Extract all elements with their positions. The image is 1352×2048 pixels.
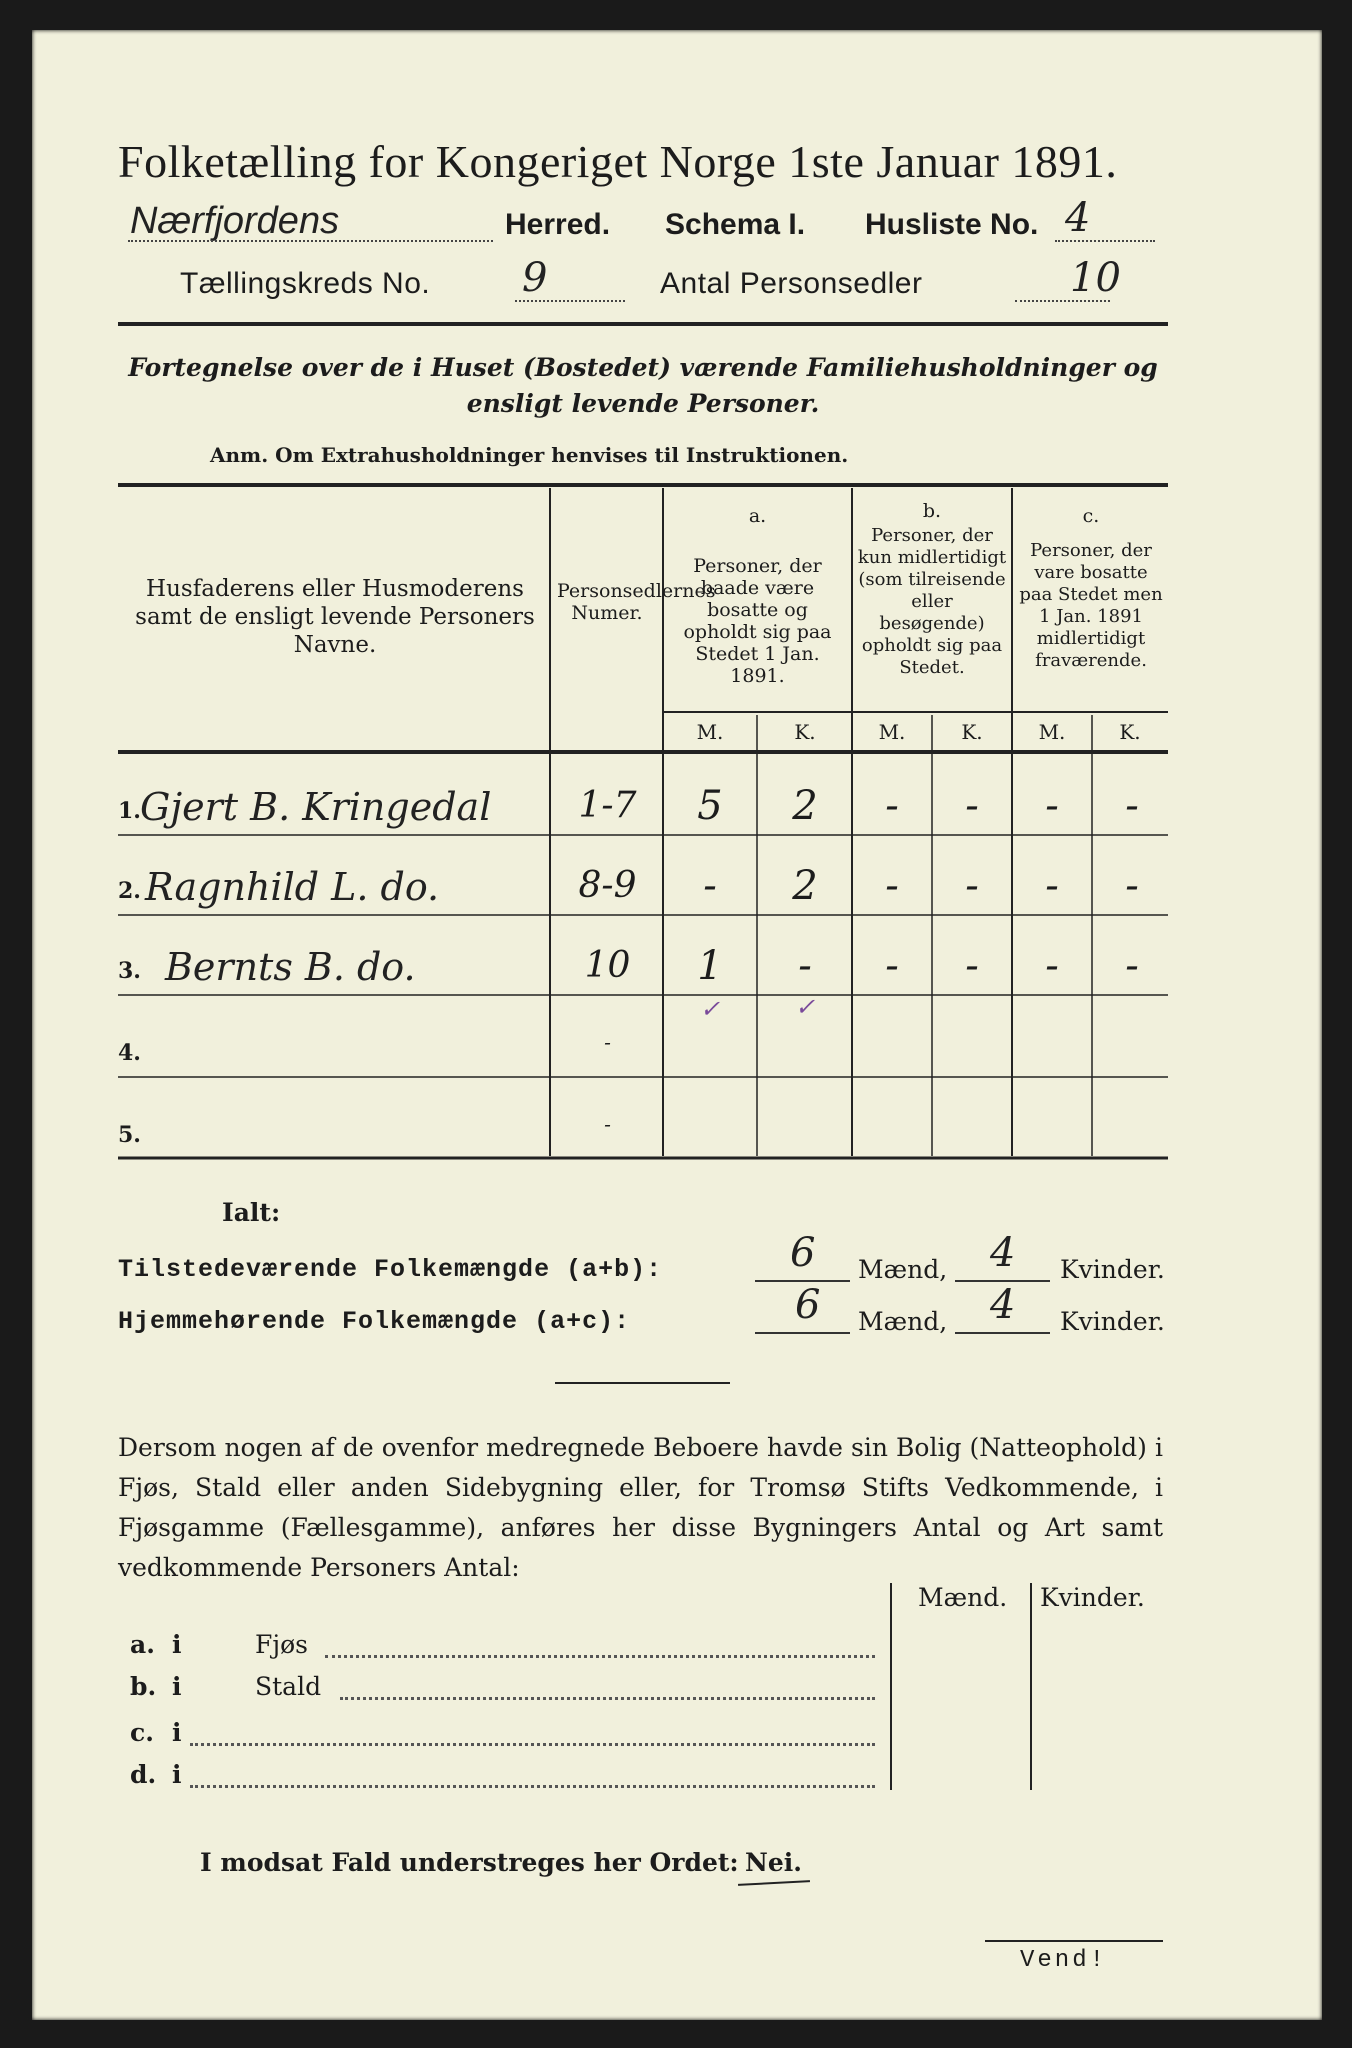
form-title: Folketælling for Kongeriget Norge 1ste Januar 1891.	[118, 136, 1118, 187]
tilstede-m-value: 6	[790, 1230, 816, 1276]
row-b-k: -	[965, 863, 979, 909]
schema-label: Schema I.	[665, 208, 806, 241]
row-number: 3.	[118, 958, 141, 984]
col-b-letter: b.	[922, 500, 942, 522]
nei-word: Nei.	[745, 1848, 802, 1877]
a-k-label: K.	[794, 720, 816, 744]
row-a-m: 1	[697, 943, 723, 989]
row-a-k: -	[798, 943, 812, 989]
row-number: 1.	[118, 798, 141, 824]
kreds-value: 9	[522, 255, 548, 301]
herred-label: Herred.	[505, 208, 611, 241]
ialt-label: Ialt:	[222, 1198, 281, 1227]
hjemme-kvinder-label: Kvinder.	[1060, 1307, 1165, 1336]
row-c-m: -	[1045, 863, 1059, 909]
row-sedler: 8-9	[578, 865, 637, 906]
building-letter: c.	[130, 1718, 154, 1747]
antal-value: 10	[1070, 255, 1121, 301]
building-dotted-line	[190, 1743, 875, 1746]
tilstede-kvinder-label: Kvinder.	[1060, 1255, 1165, 1284]
row-sedler: -	[604, 1112, 611, 1136]
husliste-value: 4	[1065, 195, 1091, 241]
row-number: 5.	[118, 1122, 141, 1148]
row-c-k: -	[1125, 863, 1139, 909]
row-name: Gjert B. Kringedal	[140, 785, 492, 829]
building-i: i	[172, 1760, 182, 1789]
row-number: 4.	[118, 1040, 141, 1066]
hjemme-m-value: 6	[795, 1282, 821, 1328]
check-mark: ✓	[700, 995, 721, 1023]
building-i: i	[172, 1672, 182, 1701]
row-c-m: -	[1045, 943, 1059, 989]
row-b-k: -	[965, 943, 979, 989]
hjemme-maend-label: Mænd,	[858, 1307, 948, 1336]
row-sedler: 1-7	[578, 785, 637, 826]
col-num-header: Personsedlernes Numer.	[557, 580, 716, 624]
row-a-m: -	[703, 863, 717, 909]
row-a-k: 2	[792, 783, 818, 829]
row-a-m: 5	[697, 783, 723, 829]
col-c-header: Personer, der vare bosatte paa Stedet men 1 Jan. 1891 midlertidigt fraværende.	[1019, 540, 1163, 671]
section-divider	[555, 1382, 730, 1384]
row-b-m: -	[885, 783, 899, 829]
a-m-label: M.	[696, 720, 724, 744]
row-c-m: -	[1045, 783, 1059, 829]
c-m-label: M.	[1038, 720, 1066, 744]
check-mark: ✓	[795, 993, 816, 1021]
row-number: 2.	[118, 878, 141, 904]
building-letter: d.	[130, 1760, 157, 1789]
row-sedler: 10	[584, 945, 631, 986]
building-dotted-line	[325, 1655, 875, 1658]
col-names-header: Husfaderens eller Husmoderens samt de ensligt levende Personers Navne.	[135, 576, 535, 658]
row-b-k: -	[965, 783, 979, 829]
col-c-letter: c.	[1082, 505, 1100, 527]
building-letter: a.	[130, 1630, 155, 1659]
row-sedler: -	[604, 1030, 611, 1054]
sidebygning-paragraph: Dersom nogen af de ovenfor medregnede Beboere havde sin Bolig (Natteophold) i Fjøs, Stald eller anden Sidebygning eller, for Tromsø Stifts Vedkommende, i Fjøsgamme (Fællesgamme), anføres her disse Bygningers Antal og Art samt vedkommende Personers Antal:	[118, 1433, 1163, 1582]
tilstede-maend-label: Mænd,	[858, 1255, 948, 1284]
row-b-m: -	[885, 943, 899, 989]
vend-text: Vend!	[1020, 1947, 1108, 1974]
hjemme-label: Hjemmehørende Folkemængde (a+c):	[118, 1307, 631, 1336]
c-k-label: K.	[1119, 720, 1141, 744]
row-c-k: -	[1125, 943, 1139, 989]
buildings-divider-left	[890, 1583, 892, 1790]
kvinder-header: Kvinder.	[1040, 1583, 1145, 1612]
intro-text: Fortegnelse over de i Huset (Bostedet) værende Familiehusholdninger og ensligt levende Personer.	[128, 353, 1158, 418]
row-b-m: -	[885, 863, 899, 909]
maend-header: Mænd.	[918, 1583, 1008, 1612]
building-i: i	[172, 1718, 182, 1747]
row-c-k: -	[1125, 783, 1139, 829]
building-label: Stald	[255, 1672, 322, 1701]
col-a-letter: a.	[748, 505, 767, 527]
hjemme-k-line	[955, 1332, 1050, 1334]
building-letter: b.	[130, 1672, 157, 1701]
antal-label: Antal Personsedler	[660, 267, 923, 300]
tilstede-label: Tilstedeværende Folkemængde (a+b):	[118, 1255, 663, 1284]
herred-handwritten: Nærfjordens	[130, 200, 340, 242]
building-label: Fjøs	[255, 1630, 308, 1659]
b-m-label: M.	[878, 720, 906, 744]
building-i: i	[172, 1630, 182, 1659]
hjemme-m-line	[755, 1332, 850, 1334]
tilstede-k-value: 4	[990, 1230, 1016, 1276]
vend-rule	[985, 1940, 1163, 1942]
nei-line-text: I modsat Fald understreges her Ordet:	[200, 1848, 739, 1877]
kreds-label: Tællingskreds No.	[180, 267, 431, 300]
row-a-k: 2	[792, 863, 818, 909]
buildings-divider-right	[1030, 1583, 1032, 1790]
b-k-label: K.	[961, 720, 983, 744]
row-name: Bernts B. do.	[165, 945, 416, 989]
col-b-header: Personer, der kun midlertidigt (som tilreisende eller besøgende) opholdt sig paa Stedet.	[857, 525, 1007, 678]
row-name: Ragnhild L. do.	[145, 865, 440, 909]
anm-note: Anm. Om Extrahusholdninger henvises til Instruktionen.	[210, 443, 849, 467]
building-dotted-line	[340, 1697, 875, 1700]
col-a-header: Personer, der baade være bosatte og opholdt sig paa Stedet 1 Jan. 1891.	[683, 555, 832, 687]
hjemme-k-value: 4	[990, 1282, 1016, 1328]
husliste-label: Husliste No.	[865, 208, 1039, 241]
building-dotted-line	[190, 1785, 875, 1788]
